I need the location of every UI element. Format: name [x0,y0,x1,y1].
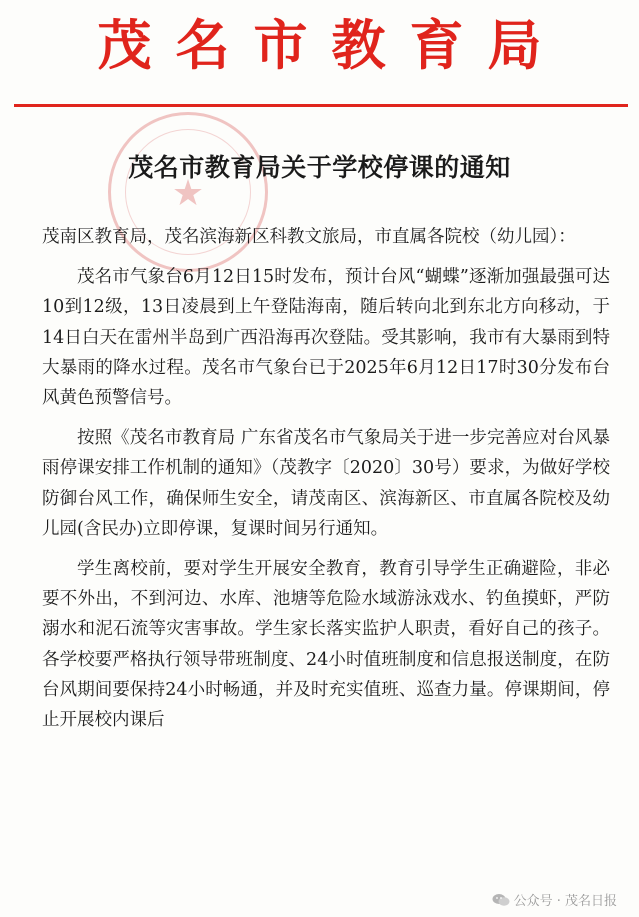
paragraph-weather: 茂名市气象台6月12日15时发布，预计台风“蝴蝶”逐渐加强最强可达10到12级，13日凌晨到上午登陆海南，随后转向北到东北方向移动，于14日白天在雷州半岛到广西沿海再次登陆。受其影响，我市有大暴雨到特大暴雨的降水过程。茂名市气象台已于2025年6月12日17时30分发布台风黄色预警信号。 [42,267,610,409]
document-title: 茂名市教育局关于学校停课的通知 [128,153,511,182]
wechat-watermark [492,890,617,909]
wechat-icon [492,893,510,907]
watermark-text: 公众号 · 茂名日报 [513,894,617,909]
red-divider-line [14,104,628,107]
paragraph-safety: 学生离校前，要对学生开展安全教育，教育引导学生正确避险，非必要不外出，不到河边、水库、池塘等危险水域游泳戏水、钓鱼摸虾，严防溺水和泥石流等灾害事故。学生家长落实监护人职责，看好自己的孩子。各学校要严格执行领导带班制度、24小时值班制度和信息报送制度，在防台风期间要保持24小时畅通，并及时充实值班、巡查力量。停课期间，停止开展校内课后 [42,559,610,731]
document-body [42,222,610,745]
paragraph-suspension: 按照《茂名市教育局 广东省茂名市气象局关于进一步完善应对台风暴雨停课安排工作机制的通知》（茂教字〔2020〕30号）要求，为做好学校防御台风工作，确保师生安全，请茂南区、滨海新区、市直属各院校及幼儿园(含民办)立即停课，复课时间另行通知。 [42,428,610,539]
recipients-line: 茂南区教育局，茂名滨海新区科教文旅局，市直属各院校（幼儿园）： [42,227,576,247]
seal-star-icon: ★ [171,173,205,214]
org-header: 茂名市教育局 [97,14,566,77]
